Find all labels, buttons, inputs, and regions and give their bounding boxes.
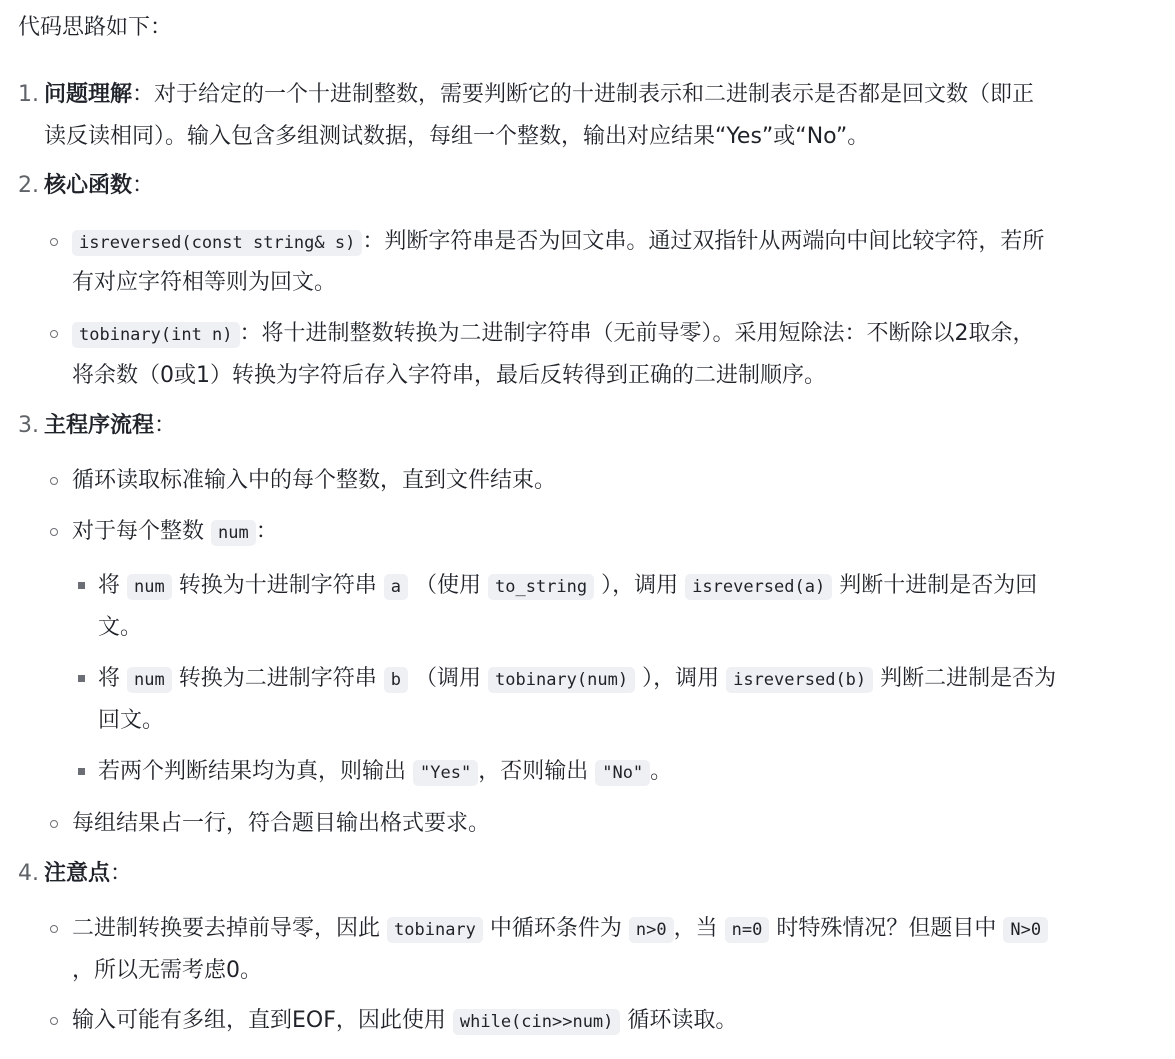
inline-code: isreversed(const string& s) <box>72 230 362 256</box>
item-title: 问题理解 <box>44 82 133 107</box>
list-item-1-continuation: 读反读相同）。输入包含多组测试数据，每组一个整数，输出对应结果“Yes”或“No”。 <box>44 124 870 149</box>
inline-code: num <box>211 520 256 546</box>
inline-code: num <box>127 574 172 600</box>
item-title: 主程序流程 <box>44 413 155 438</box>
bullet-square-icon <box>78 768 85 775</box>
bullet-square-icon <box>78 582 85 589</box>
bullet-square-icon <box>78 675 85 682</box>
list-number-1: 1. <box>18 82 39 107</box>
bullet-circle-icon <box>50 820 58 828</box>
sub-bullet-decimal: 将 num 转换为十进制字符串 a （使用 to_string ），调用 isreversed(a) 判断十进制是否为回 <box>98 573 1038 598</box>
list-number-2: 2. <box>18 173 39 198</box>
bullet-circle-icon <box>50 1017 58 1025</box>
inline-code: a <box>384 574 408 600</box>
bullet-eof: 输入可能有多组，直到EOF，因此使用 while(cin>>num) 循环读取。 <box>72 1008 738 1033</box>
inline-code: N>0 <box>1003 917 1048 943</box>
bullet-loop-read: 循环读取标准输入中的每个整数，直到文件结束。 <box>72 468 557 493</box>
intro-text: 代码思路如下： <box>18 15 173 40</box>
bullet-tobinary: tobinary(int n) ：将十进制整数转换为二进制字符串（无前导零）。采用短除法：不断除以2取余， <box>72 319 1035 349</box>
sub-bullet-decimal-continuation: 文。 <box>98 615 143 640</box>
sub-bullet-binary-continuation: 回文。 <box>98 708 165 733</box>
bullet-circle-icon <box>50 528 58 536</box>
bullet-leading-zero: 二进制转换要去掉前导零，因此 tobinary 中循环条件为 n>0 ，当 n=0 时特殊情况？但题目中 N>0 <box>72 914 1048 944</box>
list-number-4: 4. <box>18 861 39 886</box>
inline-code: n=0 <box>725 917 770 943</box>
list-item-2: 核心函数： <box>44 173 155 198</box>
inline-code: num <box>127 667 172 693</box>
bullet-one-line-per-result: 每组结果占一行，符合题目输出格式要求。 <box>72 811 491 836</box>
inline-code: to_string <box>488 574 594 600</box>
item-title: 核心函数 <box>44 173 133 198</box>
list-number-3: 3. <box>18 413 39 438</box>
item-title: 注意点 <box>44 861 111 886</box>
inline-code: n>0 <box>629 917 674 943</box>
inline-code: isreversed(b) <box>726 667 873 693</box>
bullet-isreversed-continuation: 有对应字符相等则为回文。 <box>72 270 337 295</box>
inline-code: b <box>384 667 408 693</box>
inline-code: tobinary <box>387 917 483 943</box>
inline-code: "Yes" <box>413 760 478 786</box>
sub-bullet-binary: 将 num 转换为二进制字符串 b （调用 tobinary(num) ），调用 isreversed(b) 判断二进制是否为 <box>98 666 1057 691</box>
bullet-isreversed: isreversed(const string& s) ：判断字符串是否为回文串。通过双指针从两端向中间比较字符，若所 <box>72 227 1044 257</box>
bullet-circle-icon <box>50 925 58 933</box>
inline-code: while(cin>>num) <box>453 1009 621 1035</box>
bullet-leading-zero-continuation: ，所以无需考虑0。 <box>72 958 262 983</box>
list-item-1: 问题理解：对于给定的一个十进制整数，需要判断它的十进制表示和二进制表示是否都是回文数（即正 <box>44 82 1035 107</box>
inline-code: isreversed(a) <box>685 574 832 600</box>
bullet-tobinary-continuation: 将余数（0或1）转换为字符后存入字符串，最后反转得到正确的二进制顺序。 <box>72 363 826 388</box>
bullet-circle-icon <box>50 238 58 246</box>
list-item-4: 注意点： <box>44 861 133 886</box>
bullet-circle-icon <box>50 477 58 485</box>
inline-code: tobinary(num) <box>488 667 635 693</box>
bullet-each-number: 对于每个整数 num ： <box>72 519 278 544</box>
inline-code: "No" <box>595 760 650 786</box>
list-item-3: 主程序流程： <box>44 413 177 438</box>
inline-code: tobinary(int n) <box>72 322 240 348</box>
bullet-circle-icon <box>50 330 58 338</box>
sub-bullet-output: 若两个判断结果均为真，则输出 "Yes" ，否则输出 "No" 。 <box>98 759 673 784</box>
